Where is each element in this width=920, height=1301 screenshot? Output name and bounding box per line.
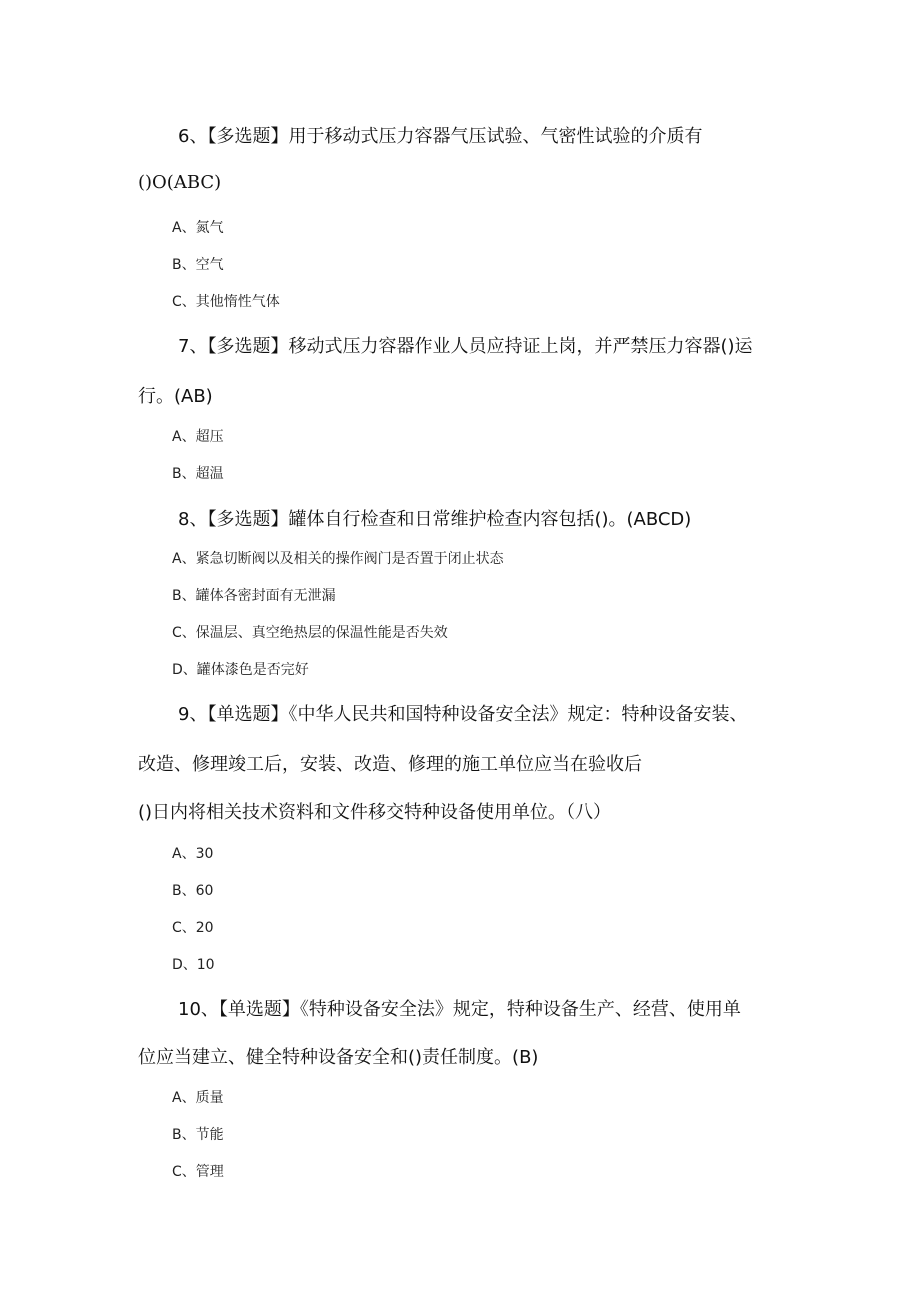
question-7-option-b: B、超温 [172,466,224,482]
question-6-line-2: ()O(ABC) [138,172,222,193]
question-9-line-2: 改造、修理竣工后，安装、改造、修理的施工单位应当在验收后 [138,754,642,775]
question-9-line-3: ()日内将相关技术资料和文件移交特种设备使用单位。（八） [138,802,612,823]
question-6-line-1: 6、【多选题】用于移动式压力容器气压试验、气密性试验的介质有 [178,126,703,147]
question-9-option-c: C、20 [172,920,214,936]
question-8-option-a: A、紧急切断阀以及相关的操作阀门是否置于闭止状态 [172,551,504,567]
question-10-option-c: C、管理 [172,1164,224,1180]
question-7-line-2: 行。(AB) [138,386,213,407]
question-10-option-b: B、节能 [172,1127,224,1143]
question-9-option-d: D、10 [172,957,215,973]
question-7-line-1: 7、【多选题】移动式压力容器作业人员应持证上岗，并严禁压力容器()运 [178,336,753,357]
question-10-line-2: 位应当建立、健全特种设备安全和()责任制度。(B) [138,1047,539,1068]
question-6-option-c: C、其他惰性气体 [172,294,280,310]
question-6-option-b: B、空气 [172,257,224,273]
question-8-option-c: C、保温层、真空绝热层的保温性能是否失效 [172,625,448,641]
question-10-line-1: 10、【单选题】《特种设备安全法》规定，特种设备生产、经营、使用单 [178,999,741,1020]
question-8-line-1: 8、【多选题】罐体自行检查和日常维护检查内容包括()。(ABCD) [178,509,692,530]
question-9-option-a: A、30 [172,846,214,862]
question-8-option-d: D、罐体漆色是否完好 [172,662,309,678]
question-6-option-a: A、氮气 [172,220,224,236]
question-9-line-1: 9、【单选题】《中华人民共和国特种设备安全法》规定：特种设备安装、 [178,704,748,725]
question-8-option-b: B、罐体各密封面有无泄漏 [172,588,336,604]
question-10-option-a: A、质量 [172,1090,224,1106]
question-7-option-a: A、超压 [172,429,224,445]
question-9-option-b: B、60 [172,883,214,899]
